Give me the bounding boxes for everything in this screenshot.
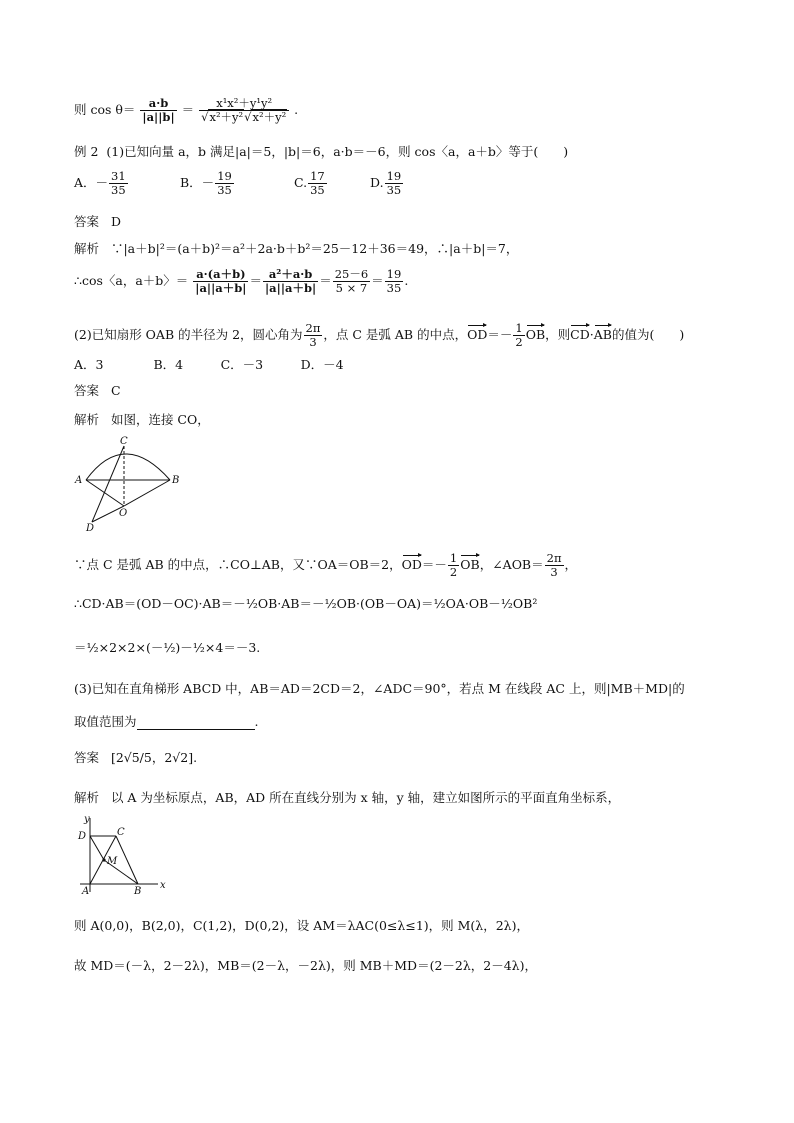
- solution-2-line1: ∵点 C 是弧 AB 的中点，∴CO⊥AB，又∵OA＝OB＝2，OD＝－ $\frac{1}{2}$ OB，∠AOB＝ $\frac{2\pi}{3}$ ，: [74, 551, 578, 579]
- point-m: [102, 858, 105, 861]
- fraction-coords: $\frac{\text{x¹x²＋y¹y²}}{\text{√x²＋y²√x²＋y²}}$: [199, 97, 289, 124]
- label-m: M: [107, 856, 118, 867]
- label-b: B: [172, 475, 180, 486]
- label-d2: D: [78, 831, 87, 842]
- label-d: D: [86, 523, 95, 534]
- solution-3-line2: 则 A(0,0)，B(2,0)，C(1,2)，D(0,2)，设 AM＝λAC(0≤λ≤1)，则 M(λ，2λ)，: [74, 918, 529, 933]
- solution-1-line2: ∴cos〈a，a＋b〉＝ $\frac{a\cdot(a+b)}{|a||a+b|}$ ＝ $\frac{\text{a²＋a·b}}{|a||a+b|}$ ＝ $\frac{25-6}{5 \times 7}$ ＝ $\frac{19}{35}$ .: [74, 267, 409, 295]
- arc-ab: [86, 454, 170, 480]
- label-y: y: [84, 814, 90, 825]
- cos-formula-line: 则 cos θ＝ $\frac{a\cdot b}{|a||b|}$ ＝ $\frac{\text{x¹x²＋y¹y²}}{\text{√x²＋y²√x²＋y²}}$ .: [74, 96, 299, 124]
- q2-options: A．3 B．4 C．－3 D．－4: [74, 357, 344, 372]
- example-title: 例 2: [74, 144, 99, 159]
- sector-figure: [72, 434, 184, 534]
- example2-q3-line1: (3)已知在直角梯形 ABCD 中，AB＝AD＝2CD＝2，∠ADC＝90°，若点 M 在线段 AC 上，则|MB＋MD|的: [74, 681, 685, 696]
- q1-text: (1)已知向量 a，b 满足|a|＝5，|b|＝6，a·b＝－6，则 cos〈a，a＋b〉等于( ): [106, 144, 569, 159]
- example2-q2: (2)已知扇形 OAB 的半径为 2，圆心角为 $\frac{2\pi}{3}$ ，点 C 是弧 AB 的中点，OD＝－ $\frac{1}{2}$ OB，则CD·AB的值为( ): [74, 321, 685, 349]
- segment-ob: [124, 480, 170, 506]
- label-a2: A: [82, 886, 90, 896]
- answer-2: 答案 C: [74, 383, 121, 398]
- label-b2: B: [134, 886, 142, 896]
- solution-1-line1: 解析 ∵|a＋b|²＝(a＋b)²＝a²＋2a·b＋b²＝25－12＋36＝49，∴|a＋b|＝7，: [74, 241, 519, 256]
- trapezoid-figure: [74, 812, 174, 896]
- cos-prefix: 则 cos θ＝: [74, 102, 136, 117]
- answer-1: 答案 D: [74, 214, 121, 229]
- label-c: C: [120, 436, 128, 447]
- fraction-ab: $\frac{a\cdot b}{|a||b|}$: [142, 96, 175, 124]
- option-a: A．－ $\frac{31}{35}$: [74, 169, 126, 197]
- example2-q3-line2: 取值范围为 .: [74, 714, 259, 729]
- option-b: B．－ $\frac{19}{35}$: [180, 169, 232, 197]
- example2-q1: [74, 144, 568, 160]
- label-x: x: [160, 880, 166, 891]
- solution-2-line2: ∴CD·AB＝(OD－OC)·AB＝－½OB·AB＝－½OB·(OB－OA)＝½OA·OB－½OB²: [74, 596, 538, 611]
- option-c: C. $\frac{17}{35}$: [294, 169, 325, 197]
- segment-oa: [86, 480, 124, 506]
- label-c2: C: [117, 827, 125, 838]
- option-d: D. $\frac{19}{35}$: [370, 169, 402, 197]
- segment-dm: [90, 836, 104, 860]
- solution-3-line1: 解析 以 A 为坐标原点，AB，AD 所在直线分别为 x 轴，y 轴，建立如图所示的平面直角坐标系，: [74, 790, 621, 805]
- answer-3: 答案 [2√5/5，2√2].: [74, 750, 198, 765]
- solution-3-line3: 故 MD＝(－λ，2－2λ)，MB＝(2－λ，－2λ)，则 MB＋MD＝(2－2λ，2－4λ)，: [74, 958, 537, 973]
- solution-2-intro: 解析 如图，连接 CO，: [74, 412, 210, 427]
- label-a: A: [75, 475, 83, 486]
- solution-2-line3: ＝½×2×2×(－½)－½×4＝－3.: [74, 640, 261, 655]
- label-o: O: [119, 508, 128, 519]
- answer-blank: [137, 716, 255, 730]
